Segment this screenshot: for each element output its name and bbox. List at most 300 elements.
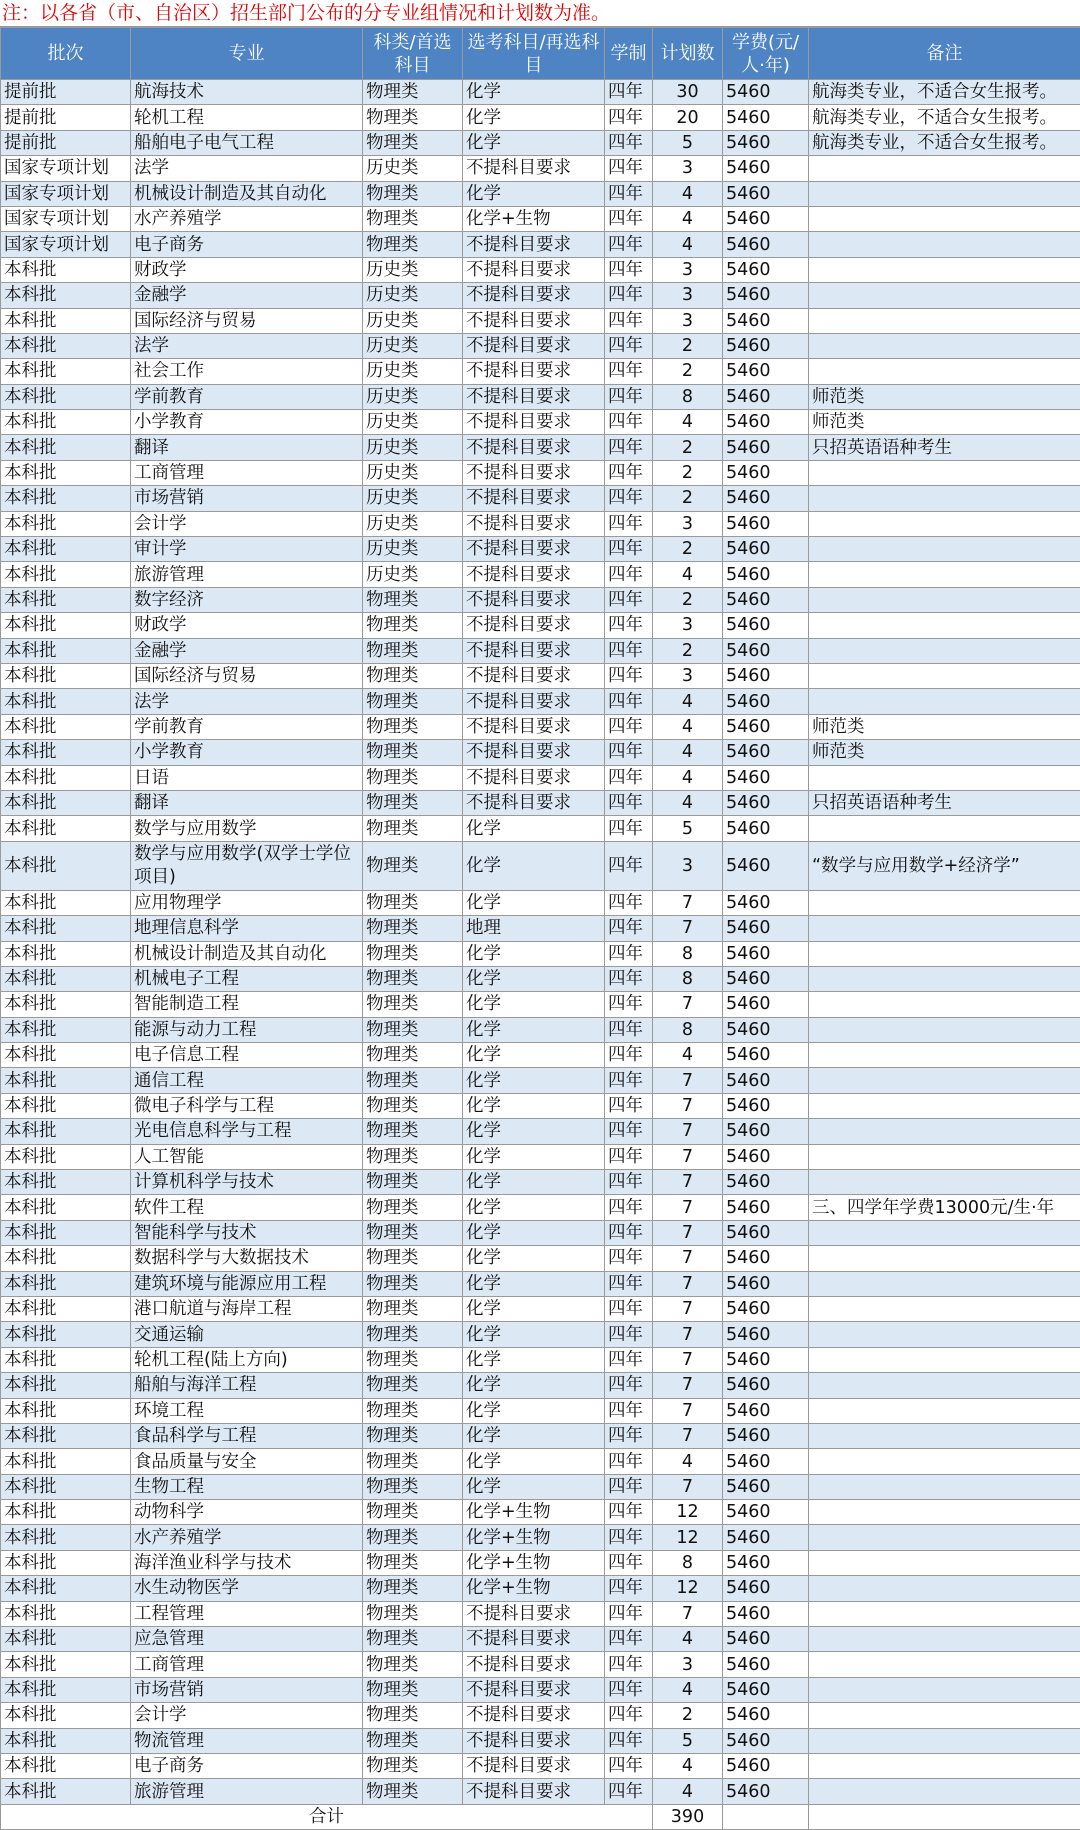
cell-major: 审计学 (131, 537, 363, 562)
cell-plan-count: 12 (653, 1525, 723, 1550)
cell-batch: 本科批 (1, 1627, 131, 1652)
cell-subject-category: 历史类 (363, 308, 463, 333)
cell-tuition: 5460 (723, 562, 809, 587)
cell-elective-subjects: 地理 (463, 916, 605, 941)
cell-subject-category: 物理类 (363, 1703, 463, 1728)
cell-major: 智能科学与技术 (131, 1220, 363, 1245)
cell-subject-category: 物理类 (363, 130, 463, 155)
cell-duration: 四年 (605, 1423, 653, 1448)
cell-duration: 四年 (605, 890, 653, 915)
cell-remarks (809, 1398, 1080, 1423)
cell-plan-count: 2 (653, 359, 723, 384)
cell-subject-category: 物理类 (363, 1017, 463, 1042)
cell-batch: 本科批 (1, 740, 131, 765)
cell-duration: 四年 (605, 1068, 653, 1093)
table-row (1, 587, 1080, 612)
cell-major: 水产养殖学 (131, 206, 363, 231)
cell-remarks (809, 1119, 1080, 1144)
cell-batch: 本科批 (1, 966, 131, 991)
table-row (1, 1550, 1080, 1575)
cell-elective-subjects: 化学 (463, 1017, 605, 1042)
cell-subject-category: 物理类 (363, 966, 463, 991)
cell-tuition: 5460 (723, 663, 809, 688)
cell-tuition: 5460 (723, 1296, 809, 1321)
cell-subject-category: 物理类 (363, 992, 463, 1017)
cell-elective-subjects: 不提科目要求 (463, 1627, 605, 1652)
cell-batch: 本科批 (1, 1779, 131, 1804)
cell-duration: 四年 (605, 105, 653, 130)
cell-major: 食品科学与工程 (131, 1423, 363, 1448)
cell-subject-category: 历史类 (363, 359, 463, 384)
cell-subject-category: 物理类 (363, 1576, 463, 1601)
table-footer (1, 1804, 1080, 1829)
cell-subject-category: 物理类 (363, 689, 463, 714)
cell-duration: 四年 (605, 613, 653, 638)
cell-duration: 四年 (605, 130, 653, 155)
cell-tuition: 5460 (723, 841, 809, 890)
cell-batch: 本科批 (1, 283, 131, 308)
cell-elective-subjects: 化学 (463, 1093, 605, 1118)
cell-batch: 本科批 (1, 890, 131, 915)
cell-tuition: 5460 (723, 1703, 809, 1728)
table-row (1, 765, 1080, 790)
table-row (1, 156, 1080, 181)
cell-tuition: 5460 (723, 689, 809, 714)
header-batch: 批次 (1, 28, 131, 80)
cell-batch: 本科批 (1, 435, 131, 460)
cell-remarks (809, 1550, 1080, 1575)
cell-duration: 四年 (605, 992, 653, 1017)
cell-duration: 四年 (605, 1728, 653, 1753)
cell-duration: 四年 (605, 1627, 653, 1652)
cell-tuition: 5460 (723, 1220, 809, 1245)
table-row (1, 1271, 1080, 1296)
cell-tuition: 5460 (723, 1246, 809, 1271)
cell-plan-count: 4 (653, 740, 723, 765)
cell-elective-subjects: 化学 (463, 1322, 605, 1347)
cell-duration: 四年 (605, 435, 653, 460)
cell-major: 财政学 (131, 257, 363, 282)
cell-duration: 四年 (605, 156, 653, 181)
cell-subject-category: 物理类 (363, 1296, 463, 1321)
cell-batch: 本科批 (1, 790, 131, 815)
cell-tuition: 5460 (723, 1398, 809, 1423)
cell-remarks (809, 537, 1080, 562)
cell-subject-category: 物理类 (363, 1068, 463, 1093)
cell-subject-category: 物理类 (363, 1398, 463, 1423)
cell-plan-count: 7 (653, 1195, 723, 1220)
cell-plan-count: 4 (653, 1754, 723, 1779)
cell-plan-count: 3 (653, 1652, 723, 1677)
cell-subject-category: 物理类 (363, 613, 463, 638)
table-row (1, 663, 1080, 688)
cell-elective-subjects: 化学 (463, 181, 605, 206)
table-row (1, 1779, 1080, 1804)
cell-elective-subjects: 不提科目要求 (463, 1728, 605, 1753)
table-row (1, 1043, 1080, 1068)
cell-remarks (809, 966, 1080, 991)
cell-subject-category: 物理类 (363, 1423, 463, 1448)
cell-remarks: 师范类 (809, 410, 1080, 435)
cell-subject-category: 物理类 (363, 1601, 463, 1626)
cell-tuition: 5460 (723, 714, 809, 739)
cell-plan-count: 7 (653, 1398, 723, 1423)
cell-batch: 本科批 (1, 410, 131, 435)
cell-subject-category: 物理类 (363, 841, 463, 890)
cell-plan-count: 12 (653, 1500, 723, 1525)
cell-tuition: 5460 (723, 1347, 809, 1372)
cell-batch: 本科批 (1, 511, 131, 536)
cell-batch: 本科批 (1, 689, 131, 714)
cell-batch: 本科批 (1, 1220, 131, 1245)
cell-duration: 四年 (605, 359, 653, 384)
cell-plan-count: 2 (653, 333, 723, 358)
cell-batch: 本科批 (1, 1474, 131, 1499)
cell-remarks (809, 1322, 1080, 1347)
cell-major: 国际经济与贸易 (131, 308, 363, 333)
cell-remarks (809, 1068, 1080, 1093)
cell-tuition: 5460 (723, 1423, 809, 1448)
cell-batch: 本科批 (1, 1525, 131, 1550)
cell-batch: 本科批 (1, 537, 131, 562)
cell-plan-count: 2 (653, 460, 723, 485)
header-row (1, 28, 1080, 80)
cell-elective-subjects: 化学 (463, 1474, 605, 1499)
cell-plan-count: 3 (653, 613, 723, 638)
table-row (1, 1728, 1080, 1753)
cell-remarks (809, 916, 1080, 941)
cell-remarks (809, 359, 1080, 384)
cell-duration: 四年 (605, 257, 653, 282)
table-row (1, 740, 1080, 765)
cell-subject-category: 物理类 (363, 941, 463, 966)
cell-major: 工商管理 (131, 460, 363, 485)
cell-subject-category: 物理类 (363, 1322, 463, 1347)
cell-batch: 国家专项计划 (1, 206, 131, 231)
table-row (1, 105, 1080, 130)
table-row (1, 613, 1080, 638)
cell-tuition: 5460 (723, 1170, 809, 1195)
cell-plan-count: 7 (653, 1423, 723, 1448)
cell-major: 环境工程 (131, 1398, 363, 1423)
cell-remarks (809, 1474, 1080, 1499)
cell-remarks: 只招英语语种考生 (809, 790, 1080, 815)
cell-batch: 本科批 (1, 1423, 131, 1448)
cell-duration: 四年 (605, 1779, 653, 1804)
cell-duration: 四年 (605, 410, 653, 435)
cell-batch: 本科批 (1, 1017, 131, 1042)
cell-batch: 本科批 (1, 765, 131, 790)
cell-plan-count: 2 (653, 435, 723, 460)
cell-remarks (809, 308, 1080, 333)
cell-duration: 四年 (605, 1271, 653, 1296)
header-elective-subjects: 选考科目/再选科目 (463, 28, 605, 80)
cell-batch: 本科批 (1, 562, 131, 587)
table-row (1, 890, 1080, 915)
cell-elective-subjects: 不提科目要求 (463, 587, 605, 612)
table-row (1, 1398, 1080, 1423)
cell-plan-count: 7 (653, 890, 723, 915)
cell-remarks (809, 1677, 1080, 1702)
disclaimer-note: 注：以各省（市、自治区）招生部门公布的分专业组情况和计划数为准。 (0, 0, 1080, 27)
cell-batch: 本科批 (1, 1246, 131, 1271)
table-row (1, 1525, 1080, 1550)
cell-elective-subjects: 化学 (463, 890, 605, 915)
cell-remarks (809, 1144, 1080, 1169)
cell-batch: 本科批 (1, 613, 131, 638)
cell-remarks (809, 1220, 1080, 1245)
cell-tuition: 5460 (723, 966, 809, 991)
cell-remarks (809, 1652, 1080, 1677)
cell-subject-category: 历史类 (363, 257, 463, 282)
cell-subject-category: 物理类 (363, 1728, 463, 1753)
cell-remarks: 师范类 (809, 384, 1080, 409)
cell-elective-subjects: 不提科目要求 (463, 156, 605, 181)
cell-subject-category: 历史类 (363, 562, 463, 587)
cell-duration: 四年 (605, 1525, 653, 1550)
cell-duration: 四年 (605, 1550, 653, 1575)
cell-duration: 四年 (605, 916, 653, 941)
cell-plan-count: 4 (653, 765, 723, 790)
cell-major: 海洋渔业科学与技术 (131, 1550, 363, 1575)
cell-major: 水生动物医学 (131, 1576, 363, 1601)
cell-remarks (809, 1728, 1080, 1753)
cell-plan-count: 7 (653, 1119, 723, 1144)
cell-plan-count: 3 (653, 663, 723, 688)
cell-remarks (809, 1423, 1080, 1448)
cell-elective-subjects: 不提科目要求 (463, 486, 605, 511)
cell-plan-count: 8 (653, 1550, 723, 1575)
cell-batch: 本科批 (1, 333, 131, 358)
cell-major: 应用物理学 (131, 890, 363, 915)
cell-batch: 本科批 (1, 1677, 131, 1702)
total-empty-tuition (723, 1804, 809, 1829)
cell-duration: 四年 (605, 1601, 653, 1626)
cell-remarks: 只招英语语种考生 (809, 435, 1080, 460)
cell-elective-subjects: 化学 (463, 1246, 605, 1271)
cell-major: 法学 (131, 333, 363, 358)
header-remarks: 备注 (809, 28, 1080, 80)
table-row (1, 537, 1080, 562)
table-row (1, 333, 1080, 358)
cell-batch: 本科批 (1, 1296, 131, 1321)
cell-major: 金融学 (131, 283, 363, 308)
cell-batch: 本科批 (1, 816, 131, 841)
cell-major: 工商管理 (131, 1652, 363, 1677)
cell-tuition: 5460 (723, 740, 809, 765)
cell-elective-subjects: 化学 (463, 130, 605, 155)
cell-remarks (809, 1601, 1080, 1626)
cell-duration: 四年 (605, 384, 653, 409)
cell-subject-category: 物理类 (363, 1144, 463, 1169)
cell-plan-count: 4 (653, 1779, 723, 1804)
cell-major: 小学教育 (131, 740, 363, 765)
cell-major: 通信工程 (131, 1068, 363, 1093)
cell-subject-category: 物理类 (363, 1474, 463, 1499)
table-row (1, 384, 1080, 409)
cell-elective-subjects: 化学 (463, 841, 605, 890)
cell-plan-count: 4 (653, 1043, 723, 1068)
cell-batch: 本科批 (1, 1119, 131, 1144)
table-row (1, 130, 1080, 155)
cell-remarks: 师范类 (809, 714, 1080, 739)
cell-plan-count: 4 (653, 410, 723, 435)
cell-plan-count: 7 (653, 1601, 723, 1626)
cell-major: 机械电子工程 (131, 966, 363, 991)
header-subject-category: 科类/首选科目 (363, 28, 463, 80)
cell-duration: 四年 (605, 1500, 653, 1525)
cell-major: 智能制造工程 (131, 992, 363, 1017)
cell-batch: 本科批 (1, 1754, 131, 1779)
cell-remarks (809, 1043, 1080, 1068)
cell-major: 学前教育 (131, 384, 363, 409)
cell-tuition: 5460 (723, 1093, 809, 1118)
cell-duration: 四年 (605, 587, 653, 612)
cell-batch: 本科批 (1, 1550, 131, 1575)
cell-batch: 本科批 (1, 257, 131, 282)
cell-major: 地理信息科学 (131, 916, 363, 941)
cell-tuition: 5460 (723, 105, 809, 130)
cell-duration: 四年 (605, 1373, 653, 1398)
cell-major: 轮机工程 (131, 105, 363, 130)
cell-batch: 国家专项计划 (1, 181, 131, 206)
cell-subject-category: 物理类 (363, 1500, 463, 1525)
cell-subject-category: 物理类 (363, 1779, 463, 1804)
total-empty-remarks (809, 1804, 1080, 1829)
cell-remarks (809, 257, 1080, 282)
cell-tuition: 5460 (723, 1627, 809, 1652)
cell-plan-count: 4 (653, 714, 723, 739)
cell-remarks (809, 181, 1080, 206)
cell-batch: 本科批 (1, 384, 131, 409)
cell-batch: 本科批 (1, 1144, 131, 1169)
cell-tuition: 5460 (723, 1677, 809, 1702)
cell-subject-category: 历史类 (363, 486, 463, 511)
cell-batch: 本科批 (1, 1093, 131, 1118)
cell-tuition: 5460 (723, 1728, 809, 1753)
cell-major: 机械设计制造及其自动化 (131, 181, 363, 206)
cell-subject-category: 物理类 (363, 890, 463, 915)
cell-batch: 本科批 (1, 1373, 131, 1398)
cell-subject-category: 物理类 (363, 1119, 463, 1144)
cell-tuition: 5460 (723, 1601, 809, 1626)
cell-duration: 四年 (605, 283, 653, 308)
total-value: 390 (653, 1804, 723, 1829)
cell-subject-category: 历史类 (363, 410, 463, 435)
cell-batch: 本科批 (1, 1170, 131, 1195)
cell-subject-category: 物理类 (363, 206, 463, 231)
cell-subject-category: 物理类 (363, 765, 463, 790)
table-row (1, 1627, 1080, 1652)
cell-duration: 四年 (605, 1449, 653, 1474)
cell-batch: 提前批 (1, 105, 131, 130)
cell-tuition: 5460 (723, 384, 809, 409)
cell-elective-subjects: 不提科目要求 (463, 714, 605, 739)
cell-duration: 四年 (605, 333, 653, 358)
cell-plan-count: 20 (653, 105, 723, 130)
cell-major: 翻译 (131, 435, 363, 460)
cell-elective-subjects: 化学 (463, 1373, 605, 1398)
cell-elective-subjects: 化学 (463, 966, 605, 991)
cell-plan-count: 3 (653, 257, 723, 282)
cell-duration: 四年 (605, 740, 653, 765)
table-row (1, 232, 1080, 257)
cell-duration: 四年 (605, 1043, 653, 1068)
cell-duration: 四年 (605, 460, 653, 485)
cell-subject-category: 物理类 (363, 181, 463, 206)
cell-plan-count: 4 (653, 206, 723, 231)
cell-subject-category: 物理类 (363, 80, 463, 105)
cell-plan-count: 3 (653, 283, 723, 308)
cell-elective-subjects: 化学+生物 (463, 1525, 605, 1550)
cell-major: 船舶电子电气工程 (131, 130, 363, 155)
table-row (1, 1500, 1080, 1525)
table-row (1, 1220, 1080, 1245)
cell-subject-category: 物理类 (363, 105, 463, 130)
cell-subject-category: 物理类 (363, 740, 463, 765)
table-row (1, 1093, 1080, 1118)
cell-remarks (809, 283, 1080, 308)
cell-elective-subjects: 不提科目要求 (463, 1754, 605, 1779)
cell-tuition: 5460 (723, 1119, 809, 1144)
cell-plan-count: 4 (653, 232, 723, 257)
cell-elective-subjects: 化学 (463, 1043, 605, 1068)
cell-elective-subjects: 不提科目要求 (463, 537, 605, 562)
table-row (1, 1068, 1080, 1093)
cell-subject-category: 历史类 (363, 283, 463, 308)
table-row (1, 308, 1080, 333)
cell-elective-subjects: 化学 (463, 1144, 605, 1169)
table-row (1, 790, 1080, 815)
cell-subject-category: 物理类 (363, 1093, 463, 1118)
cell-plan-count: 2 (653, 486, 723, 511)
cell-elective-subjects: 不提科目要求 (463, 562, 605, 587)
cell-elective-subjects: 化学 (463, 105, 605, 130)
cell-tuition: 5460 (723, 1754, 809, 1779)
table-body (1, 80, 1080, 1805)
cell-tuition: 5460 (723, 181, 809, 206)
cell-tuition: 5460 (723, 308, 809, 333)
cell-elective-subjects: 不提科目要求 (463, 435, 605, 460)
cell-subject-category: 物理类 (363, 1220, 463, 1245)
cell-batch: 本科批 (1, 638, 131, 663)
cell-plan-count: 5 (653, 816, 723, 841)
cell-duration: 四年 (605, 1093, 653, 1118)
cell-major: 翻译 (131, 790, 363, 815)
total-label: 合计 (1, 1804, 653, 1829)
cell-duration: 四年 (605, 714, 653, 739)
cell-batch: 本科批 (1, 359, 131, 384)
cell-remarks (809, 1246, 1080, 1271)
cell-elective-subjects: 不提科目要求 (463, 663, 605, 688)
table-row (1, 916, 1080, 941)
cell-plan-count: 7 (653, 1068, 723, 1093)
cell-tuition: 5460 (723, 410, 809, 435)
cell-plan-count: 3 (653, 841, 723, 890)
table-row (1, 511, 1080, 536)
cell-plan-count: 7 (653, 992, 723, 1017)
cell-plan-count: 4 (653, 1449, 723, 1474)
cell-remarks: “数学与应用数学+经济学” (809, 841, 1080, 890)
cell-plan-count: 7 (653, 1347, 723, 1372)
cell-subject-category: 物理类 (363, 1449, 463, 1474)
cell-major: 电子商务 (131, 1754, 363, 1779)
cell-batch: 本科批 (1, 1703, 131, 1728)
cell-major: 金融学 (131, 638, 363, 663)
cell-subject-category: 物理类 (363, 1677, 463, 1702)
cell-tuition: 5460 (723, 1068, 809, 1093)
cell-major: 港口航道与海岸工程 (131, 1296, 363, 1321)
